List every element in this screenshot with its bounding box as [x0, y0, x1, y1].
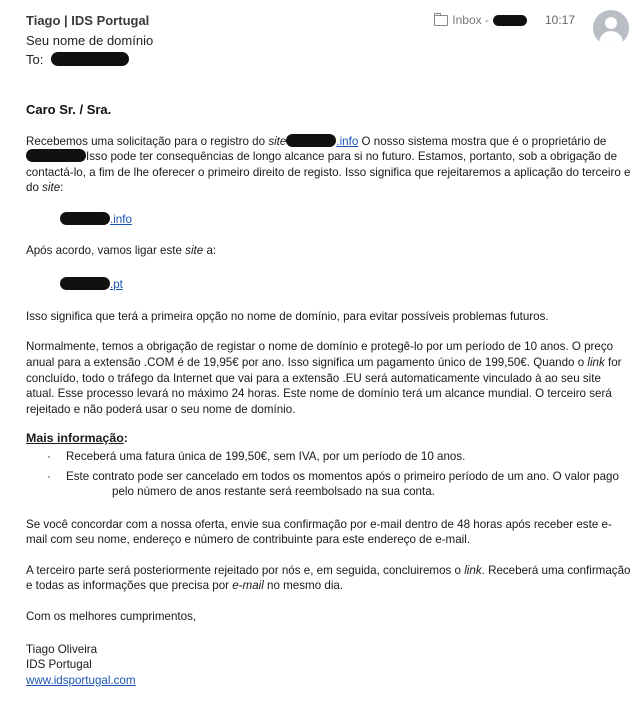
paragraph-request: Recebemos uma solicitação para o registro do site .info O nosso sistema mostra que é o proprietário de Isso pode ter consequências de longo alcance para si no futuro. Estamos, portanto, sob a obrigação de contactá-lo, a fim de lhe oferecer o primeiro direito de registo. Isso significa que rejeitaremos a aplicação do terceiro e do site: — [26, 134, 631, 195]
list-item: · Este contrato pode ser cancelado em todos os momentos após o primeiro período de um ano. O valor pago pelo número de anos restante será reembolsado na sua conta. — [47, 469, 619, 499]
folder-icon — [434, 15, 448, 26]
list-item: · Receberá uma fatura única de 199,50€, sem IVA, por um período de 10 anos. — [47, 449, 466, 463]
email-subject: Seu nome de domínio — [26, 33, 154, 48]
redacted-domain — [60, 277, 110, 290]
more-info-list — [26, 449, 632, 500]
redacted-domain — [60, 212, 110, 225]
sender-avatar-icon[interactable] — [593, 10, 629, 46]
paragraph-first-option: Isso significa que terá a primeira opção no nome de domínio, para evitar possíveis problemas futuros. — [26, 309, 549, 323]
message-meta — [434, 13, 575, 29]
email-header — [26, 9, 641, 73]
redacted-recipient — [51, 52, 129, 66]
closing: Com os melhores cumprimentos, — [26, 610, 197, 624]
domain-info-row — [26, 212, 632, 228]
paragraph-rejection: A terceiro parte será posteriormente rejeitado por nós e, em seguida, concluiremos o link. Receberá uma confirmação e todas as informações que precisa por e-mail no mesmo dia. — [26, 563, 631, 593]
paragraph-offer: Se você concordar com a nossa oferta, envie sua confirmação por e-mail dentro de 48 horas após receber este e-mail com seu nome, endereço e número de contribuinte para este endereço de e-mail. — [26, 517, 612, 547]
signature-company: IDS Portugal — [26, 658, 92, 672]
redacted-domain — [286, 134, 336, 147]
greeting: Caro Sr. / Sra. — [26, 102, 112, 117]
domain-info-link[interactable]: .info — [110, 212, 132, 226]
message-time: 10:17 — [544, 13, 575, 27]
more-info-heading: Mais informação: — [26, 431, 128, 446]
email-body — [26, 90, 632, 688]
folder-label[interactable]: Inbox - — [452, 13, 489, 27]
signature-name: Tiago Oliveira — [26, 642, 98, 656]
website-link[interactable]: www.idsportugal.com — [26, 673, 136, 687]
domain-pt-row — [26, 277, 632, 293]
paragraph-agreement: Após acordo, vamos ligar este site a: — [26, 243, 217, 257]
domain-pt-link[interactable]: .pt — [110, 278, 123, 292]
paragraph-obligation: Normalmente, temos a obrigação de registar o nome de domínio e protegê-lo por um período de 10 anos. O preço anual para a extensão .COM é de 19,95€ por ano. Isso significa um pagamento único de 199,50€. Quando o link for concluído, todo o tráfego da Internet que vai para a extensão .EU será automaticamente vinculado à ao seu site atual. Esse processo levará no máximo 24 horas. Este nome de domínio terá um alcance mundial. O terceiro será rejeitado e não poderá usar o seu nome de domínio. — [26, 340, 622, 416]
recipient-row — [26, 52, 129, 68]
domain-info-link[interactable]: .info — [336, 134, 359, 148]
redacted-folder — [493, 15, 527, 26]
to-label: To: — [26, 52, 44, 67]
redacted-owner — [26, 149, 86, 162]
sender-name[interactable]: Tiago | IDS Portugal — [26, 13, 150, 28]
signature — [26, 642, 632, 689]
